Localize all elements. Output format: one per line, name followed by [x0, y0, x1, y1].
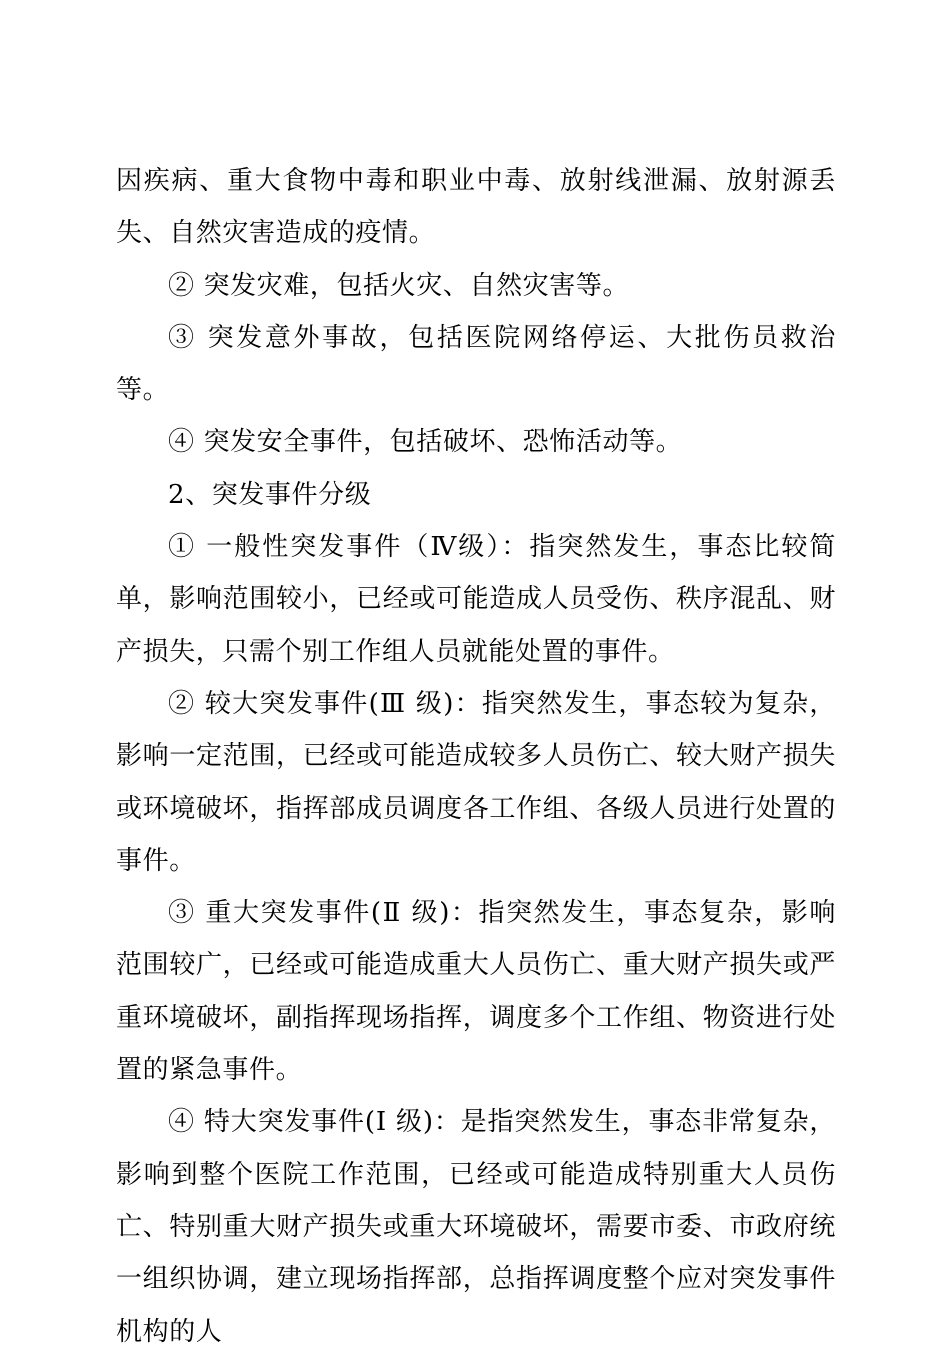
paragraph-level-i-extraordinary: ④ 特大突发事件(Ⅰ 级)：是指突然发生，事态非常复杂，影响到整个医院工作范围，已经或可能造成特别重大人员伤亡、特别重大财产损失或重大环境破坏，需要市委、市政府统一组织协调，建立现场指挥部，总指挥调度整个应对突发事件机构的人 — [116, 1107, 836, 1347]
section-heading-event-grading: 2、突发事件分级 — [168, 479, 372, 510]
paragraph-sudden-accident: ③ 突发意外事故，包括医院网络停运、大批伤员救治等。 — [116, 322, 836, 406]
document-body — [116, 155, 836, 1358]
paragraph-continued-epidemic-causes: 因疾病、重大食物中毒和职业中毒、放射线泄漏、放射源丢失、自然灾害造成的疫情。 — [116, 166, 836, 249]
paragraph-level-iii-major: ② 较大突发事件(Ⅲ 级)：指突然发生，事态较为复杂，影响一定范围，已经或可能造成较多人员伤亡、较大财产损失或环境破坏，指挥部成员调度各工作组、各级人员进行处置的事件。 — [116, 688, 836, 876]
paragraph-sudden-disaster: ② 突发灾难，包括火灾、自然灾害等。 — [168, 270, 630, 301]
paragraph-sudden-security-event: ④ 突发安全事件，包括破坏、恐怖活动等。 — [168, 427, 683, 458]
paragraph-level-iv-general: ① 一般性突发事件（Ⅳ级）：指突然发生，事态比较简单，影响范围较小，已经或可能造成人员受伤、秩序混乱、财产损失，只需个别工作组人员就能处置的事件。 — [116, 532, 836, 667]
paragraph-level-ii-serious: ③ 重大突发事件(Ⅱ 级)：指突然发生，事态复杂，影响范围较广，已经或可能造成重大人员伤亡、重大财产损失或严重环境破坏，副指挥现场指挥，调度多个工作组、物资进行处置的紧急事件。 — [116, 898, 836, 1086]
